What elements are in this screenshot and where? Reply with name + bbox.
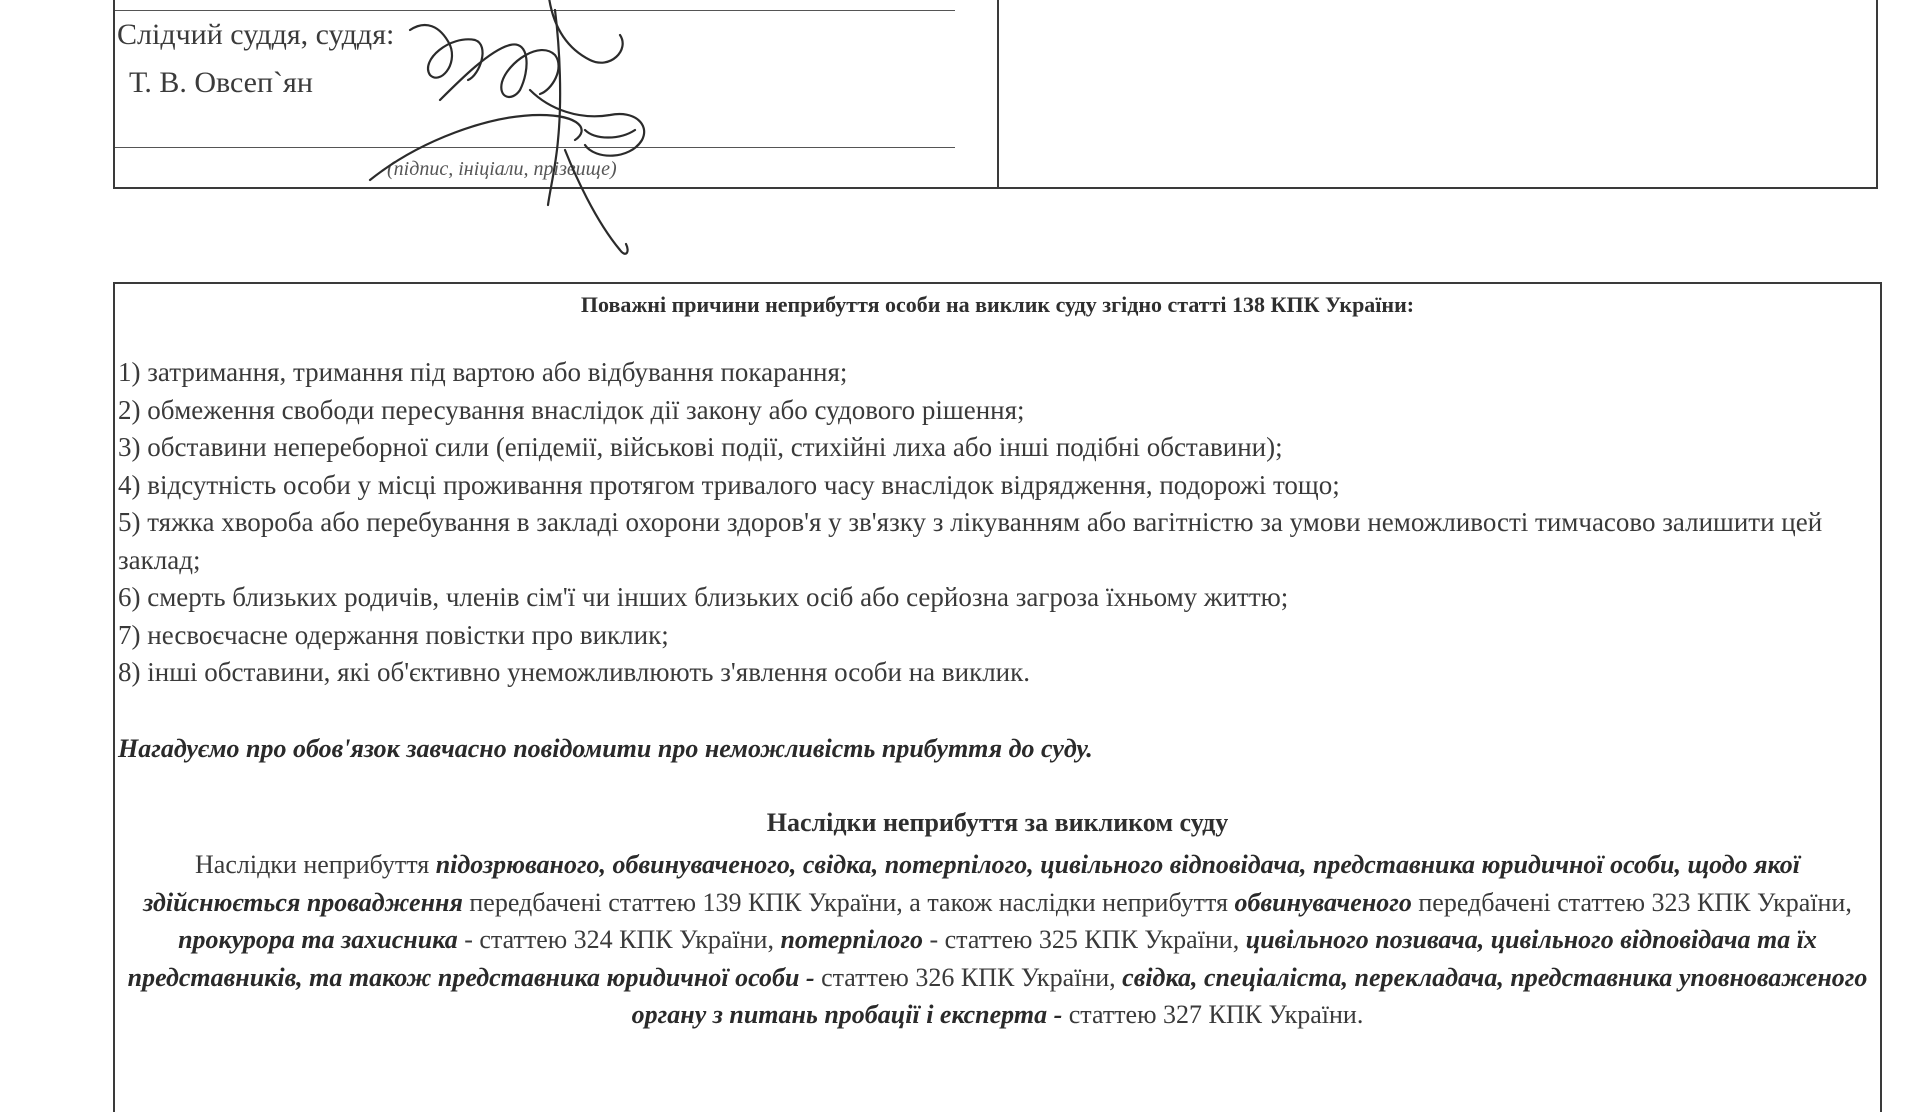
list-item: 2) обмеження свободи пересування внаслідок дії закону або судового рішення; (118, 394, 1025, 425)
list-item: 4) відсутність особи у місці проживання протягом тривалого часу внаслідок відрядження, подорожі тощо; (118, 469, 1340, 500)
reminder-text: Нагадуємо про обов'язок завчасно повідомити про неможливість прибуття до суду. (118, 734, 1093, 763)
consequences-emphasis: обвинуваченого (1234, 887, 1412, 917)
notice-title: Поважні причини неприбуття особи на виклик суду згідно статті 138 КПК України: (580, 292, 1415, 317)
consequences-text: Наслідки неприбуття (195, 850, 436, 879)
list-item: 8) інші обставини, які об'єктивно унеможливлюють з'явлення особи на виклик. (118, 657, 1030, 687)
list-item: 1) затримання, тримання під вартою або відбування покарання; (118, 357, 848, 387)
consequences-emphasis: підозрюваного, обвинуваченого, свідка, потерпілого, цивільного відповідача, представника юридичної особи, щодо якої здійснюється провадження (143, 850, 1800, 917)
consequences-text: статтею 326 КПК України, (814, 962, 1123, 992)
notice-box (113, 282, 1882, 1112)
reasons-list (118, 354, 1858, 692)
list-item: 6) смерть близьких родичів, членів сім'ї чи інших близьких осіб або серйозна загроза їхньому життю; (118, 582, 1289, 612)
consequences-text: - статтею 325 КПК України, (922, 925, 1246, 954)
consequences-emphasis: прокурора та захисника (178, 925, 458, 954)
consequences-title: Наслідки неприбуття за викликом суду (766, 808, 1229, 837)
consequences-paragraph (123, 846, 1872, 1034)
signature-caption: (підпис, ініціали, прізвище) (387, 158, 617, 180)
consequences-text: статтею 327 КПК України. (1062, 1000, 1364, 1029)
judge-role-label: Слідчий суддя, суддя: (117, 18, 395, 51)
consequences-emphasis: свідка, спеціаліста, перекладача, представника уповноваженого органу з питань пробації і експерта - (631, 962, 1868, 1029)
list-item: 3) обставини непереборної сили (епідемії, військові події, стихійні лиха або інші подібні обставини); (118, 432, 1283, 462)
consequences-emphasis: потерпілого (780, 925, 923, 954)
handwritten-signature (380, 0, 710, 275)
consequences-text: передбачені статтею 139 КПК України, а також наслідки неприбуття (462, 887, 1235, 917)
consequences-emphasis: цивільного позивача, цивільного відповідача та їх представників, та також представника юридичної особи - (127, 925, 1817, 992)
list-item: 7) несвоєчасне одержання повістки про виклик; (118, 619, 669, 650)
judge-name: Т. В. Овсеп`ян (129, 66, 313, 99)
consequences-text: передбачені статтею 323 КПК України, (1411, 887, 1852, 917)
consequences-text: - статтею 324 КПК України, (457, 925, 781, 954)
list-item: 5) тяжка хвороба або перебування в закладі охорони здоров'я у зв'язку з лікуванням або вагітністю за умови неможливості тимчасово залишити цей заклад; (118, 507, 1823, 575)
signature-block (113, 0, 1878, 189)
